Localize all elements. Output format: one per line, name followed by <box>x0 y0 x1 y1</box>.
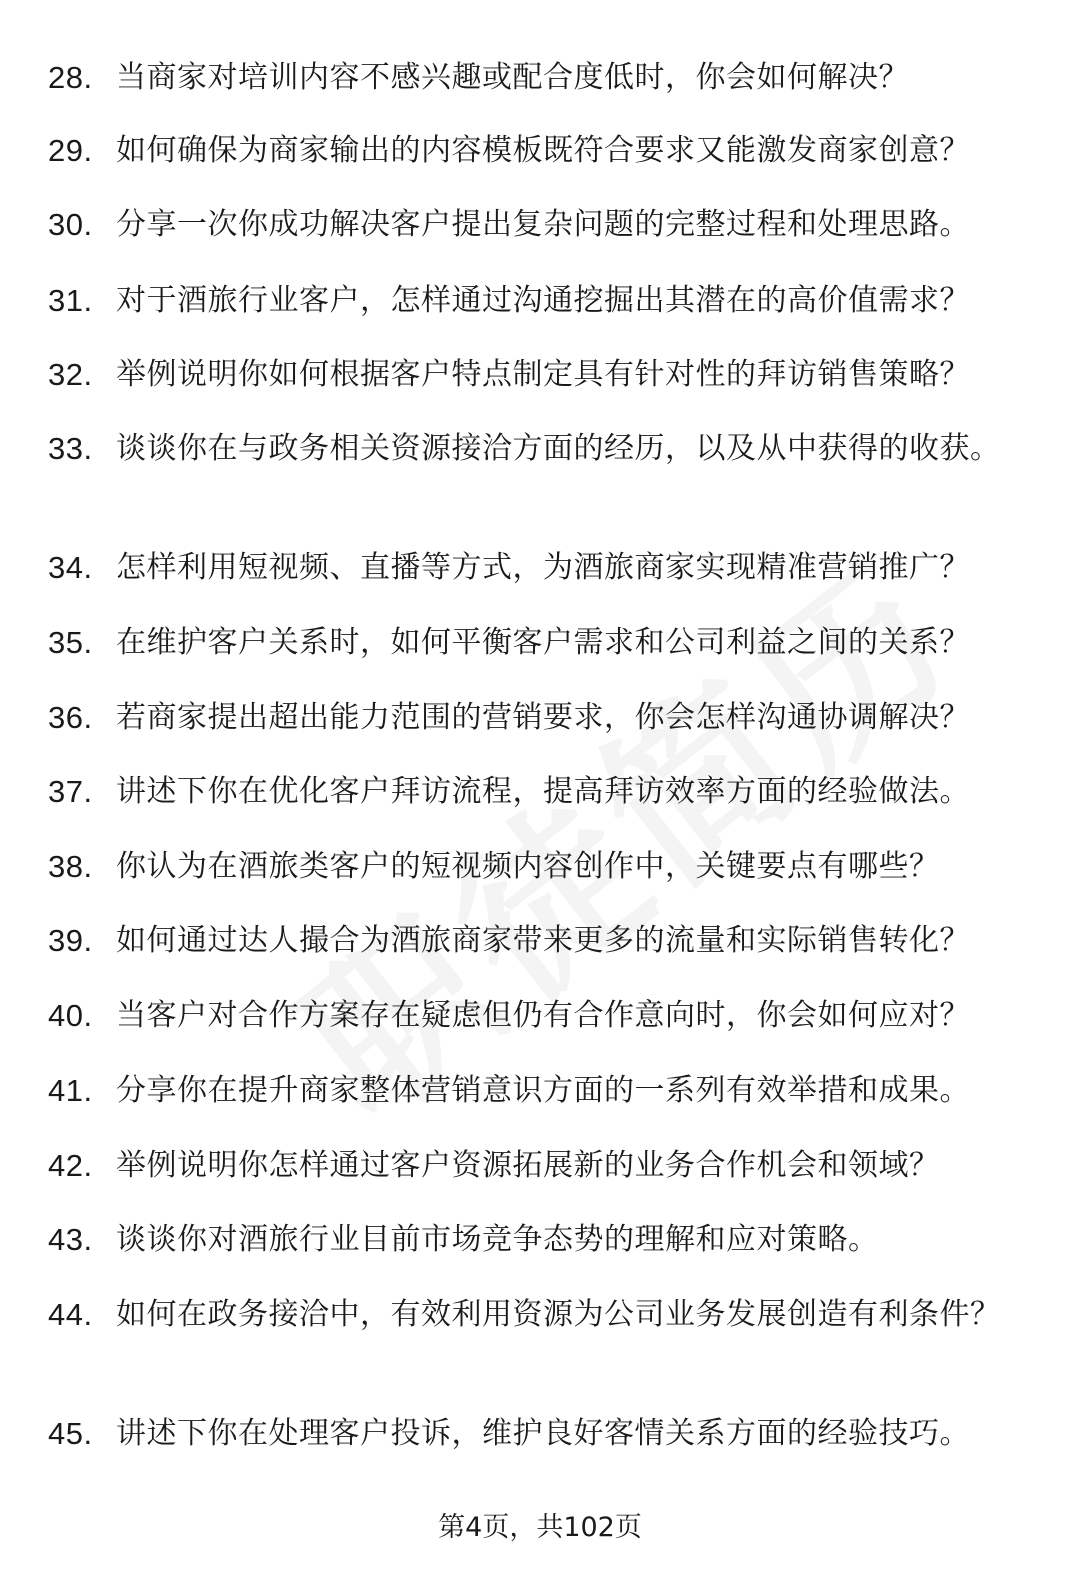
question-text: 如何确保为商家输出的内容模板既符合要求又能激发商家创意？ <box>116 133 970 168</box>
question-text: 怎样利用短视频、直播等方式，为酒旅商家实现精准营销推广？ <box>116 550 970 585</box>
question-text: 如何在政务接洽中，有效利用资源为公司业务发展创造有利条件？ <box>116 1297 1001 1332</box>
question-number: 42. <box>48 1148 93 1183</box>
question-number: 40. <box>48 998 93 1033</box>
question-text: 谈谈你在与政务相关资源接洽方面的经历，以及从中获得的收获。 <box>116 431 1001 466</box>
question-text: 分享一次你成功解决客户提出复杂问题的完整过程和处理思路。 <box>116 207 970 242</box>
question-number: 31. <box>48 283 93 318</box>
question-number: 44. <box>48 1297 93 1332</box>
question-number: 29. <box>48 133 93 168</box>
question-text: 分享你在提升商家整体营销意识方面的一系列有效举措和成果。 <box>116 1073 970 1108</box>
question-number: 30. <box>48 207 93 242</box>
question-text: 当客户对合作方案存在疑虑但仍有合作意向时，你会如何应对？ <box>116 998 970 1033</box>
question-number: 28. <box>48 60 93 95</box>
page-footer: 第4页，共102页 <box>438 1512 642 1543</box>
question-text: 举例说明你怎样通过客户资源拓展新的业务合作机会和领域？ <box>116 1148 940 1183</box>
question-number: 38. <box>48 849 93 884</box>
question-text: 当商家对培训内容不感兴趣或配合度低时，你会如何解决？ <box>116 60 909 95</box>
question-number: 39. <box>48 923 93 958</box>
question-text: 举例说明你如何根据客户特点制定具有针对性的拜访销售策略？ <box>116 357 970 392</box>
question-number: 35. <box>48 625 93 660</box>
question-text: 如何通过达人撮合为酒旅商家带来更多的流量和实际销售转化？ <box>116 923 970 958</box>
question-text: 讲述下你在处理客户投诉，维护良好客情关系方面的经验技巧。 <box>116 1416 970 1451</box>
question-text: 讲述下你在优化客户拜访流程，提高拜访效率方面的经验做法。 <box>116 774 970 809</box>
question-number: 41. <box>48 1073 93 1108</box>
question-text: 谈谈你对酒旅行业目前市场竞争态势的理解和应对策略。 <box>116 1222 879 1257</box>
question-text: 你认为在酒旅类客户的短视频内容创作中，关键要点有哪些？ <box>116 849 940 884</box>
question-number: 34. <box>48 550 93 585</box>
question-number: 45. <box>48 1416 93 1451</box>
question-number: 37. <box>48 774 93 809</box>
question-number: 32. <box>48 357 93 392</box>
question-number: 33. <box>48 431 93 466</box>
question-text: 在维护客户关系时，如何平衡客户需求和公司利益之间的关系？ <box>116 625 970 660</box>
question-number: 36. <box>48 700 93 735</box>
question-text: 若商家提出超出能力范围的营销要求，你会怎样沟通协调解决？ <box>116 700 970 735</box>
question-number: 43. <box>48 1222 93 1257</box>
question-text: 对于酒旅行业客户，怎样通过沟通挖掘出其潜在的高价值需求？ <box>116 283 970 318</box>
